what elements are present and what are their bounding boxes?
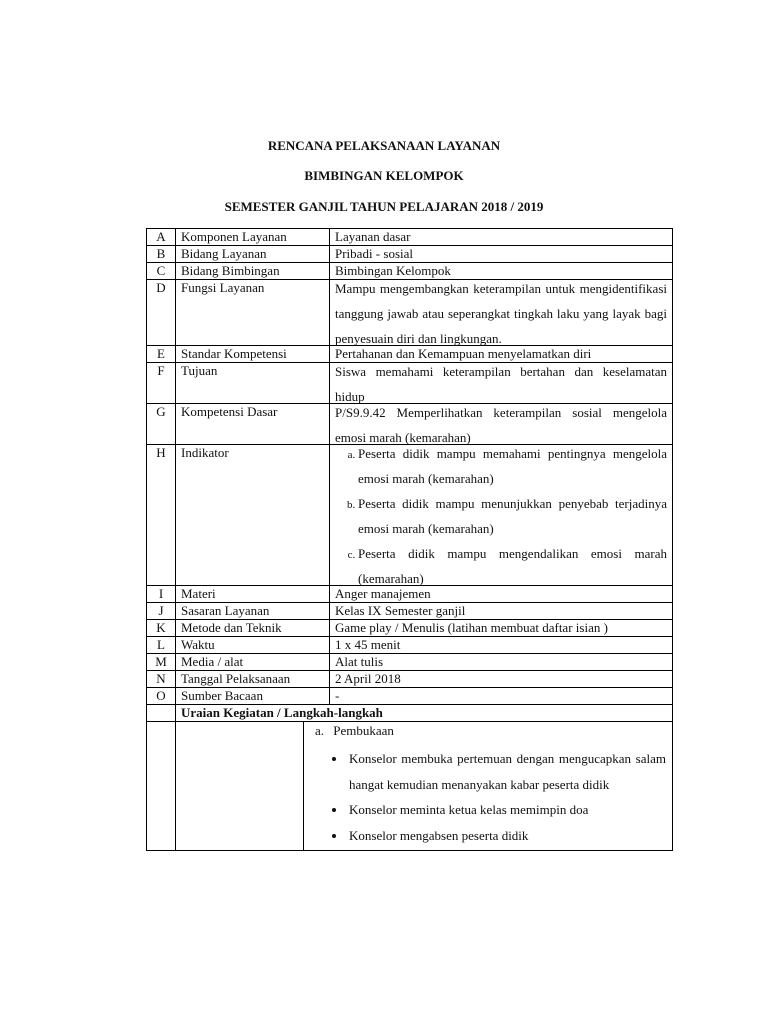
row-label: Bidang Layanan bbox=[176, 246, 330, 263]
table-row bbox=[147, 603, 673, 620]
row-value bbox=[330, 404, 673, 445]
row-value: 1 x 45 menit bbox=[330, 637, 673, 654]
document-title-line1: RENCANA PELAKSANAAN LAYANAN bbox=[267, 138, 501, 153]
table-row bbox=[147, 620, 673, 637]
table-row bbox=[147, 637, 673, 654]
list-item: • Konselor mengabsen peserta didik bbox=[347, 823, 666, 849]
row-value: Alat tulis bbox=[330, 654, 673, 671]
list-item: c. Peserta didik mampu mengendalikan emosi marah (kemarahan) bbox=[358, 541, 667, 591]
table-row bbox=[147, 280, 673, 346]
uraian-heading-row bbox=[147, 705, 673, 722]
table-row bbox=[147, 445, 673, 586]
list-item: • Konselor meminta ketua kelas memimpin doa bbox=[347, 797, 666, 823]
row-code: E bbox=[147, 346, 176, 363]
row-label: Indikator bbox=[176, 445, 330, 586]
row-value-text: Siswa memahami keterampilan bertahan dan keselamatan hidup bbox=[335, 364, 667, 404]
row-value-text: Mampu mengembangkan keterampilan untuk mengidentifikasi tanggung jawab atau seperangkat tingkah laku yang layak bagi penyesuain diri dan lingkungan. bbox=[335, 281, 667, 346]
row-label: Sumber Bacaan bbox=[176, 688, 330, 705]
step-bullet-list bbox=[307, 746, 666, 848]
row-value: Bimbingan Kelompok bbox=[330, 263, 673, 280]
row-label: Tanggal Pelaksanaan bbox=[176, 671, 330, 688]
step-heading bbox=[307, 722, 666, 740]
row-code-empty bbox=[147, 705, 176, 722]
table-row bbox=[147, 654, 673, 671]
row-code-empty bbox=[147, 722, 176, 851]
table-row bbox=[147, 363, 673, 404]
row-label: Fungsi Layanan bbox=[176, 280, 330, 346]
row-value: Game play / Menulis (latihan membuat daftar isian ) bbox=[330, 620, 673, 637]
row-code: N bbox=[147, 671, 176, 688]
row-value: Kelas IX Semester ganjil bbox=[330, 603, 673, 620]
table-row bbox=[147, 246, 673, 263]
row-code: B bbox=[147, 246, 176, 263]
row-value: Layanan dasar bbox=[330, 229, 673, 246]
document-title-line3: SEMESTER GANJIL TAHUN PELAJARAN 2018 / 2019 bbox=[224, 199, 544, 214]
row-value: Pribadi - sosial bbox=[330, 246, 673, 263]
row-label: Sasaran Layanan bbox=[176, 603, 330, 620]
table-row bbox=[147, 671, 673, 688]
row-label: Waktu bbox=[176, 637, 330, 654]
row-label: Komponen Layanan bbox=[176, 229, 330, 246]
row-label: Standar Kompetensi bbox=[176, 346, 330, 363]
row-label: Kompetensi Dasar bbox=[176, 404, 330, 445]
row-value-text: P/S9.9.42 Memperlihatkan keterampilan sosial mengelola emosi marah (kemarahan) bbox=[335, 405, 667, 445]
row-value: - bbox=[330, 688, 673, 705]
row-code: I bbox=[147, 586, 176, 603]
list-item: b. Peserta didik mampu menunjukkan penyebab terjadinya emosi marah (kemarahan) bbox=[358, 491, 667, 541]
row-code: H bbox=[147, 445, 176, 586]
uraian-content-row bbox=[147, 722, 673, 851]
row-value: 2 April 2018 bbox=[330, 671, 673, 688]
row-code: D bbox=[147, 280, 176, 346]
row-label: Metode dan Teknik bbox=[176, 620, 330, 637]
row-label: Materi bbox=[176, 586, 330, 603]
row-value: Anger manajemen bbox=[330, 586, 673, 603]
step-title: Pembukaan bbox=[333, 723, 394, 738]
uraian-heading: Uraian Kegiatan / Langkah-langkah bbox=[176, 705, 673, 722]
row-label: Tujuan bbox=[176, 363, 330, 404]
table-row bbox=[147, 229, 673, 246]
row-label: Bidang Bimbingan bbox=[176, 263, 330, 280]
list-item: a. Peserta didik mampu memahami pentingnya mengelola emosi marah (kemarahan) bbox=[358, 441, 667, 491]
row-value bbox=[330, 280, 673, 346]
indicator-list bbox=[335, 441, 667, 591]
table-row bbox=[147, 688, 673, 705]
row-code: K bbox=[147, 620, 176, 637]
row-value bbox=[330, 445, 673, 586]
row-code: O bbox=[147, 688, 176, 705]
step-marker: a. bbox=[315, 723, 325, 738]
table-row bbox=[147, 586, 673, 603]
row-code: G bbox=[147, 404, 176, 445]
row-value: Pertahanan dan Kemampuan menyelamatkan diri bbox=[330, 346, 673, 363]
plan-table bbox=[146, 228, 673, 851]
row-label: Media / alat bbox=[176, 654, 330, 671]
row-value bbox=[330, 363, 673, 404]
document-title-line2: BIMBINGAN KELOMPOK bbox=[304, 168, 464, 183]
table-row bbox=[147, 404, 673, 445]
uraian-content bbox=[304, 722, 673, 851]
row-code: A bbox=[147, 229, 176, 246]
row-code: C bbox=[147, 263, 176, 280]
row-code: M bbox=[147, 654, 176, 671]
row-code: F bbox=[147, 363, 176, 404]
list-item: • Konselor membuka pertemuan dengan mengucapkan salam hangat kemudian menanyakan kabar peserta didik bbox=[347, 746, 666, 797]
row-code: L bbox=[147, 637, 176, 654]
row-code: J bbox=[147, 603, 176, 620]
uraian-label-empty bbox=[176, 722, 304, 851]
